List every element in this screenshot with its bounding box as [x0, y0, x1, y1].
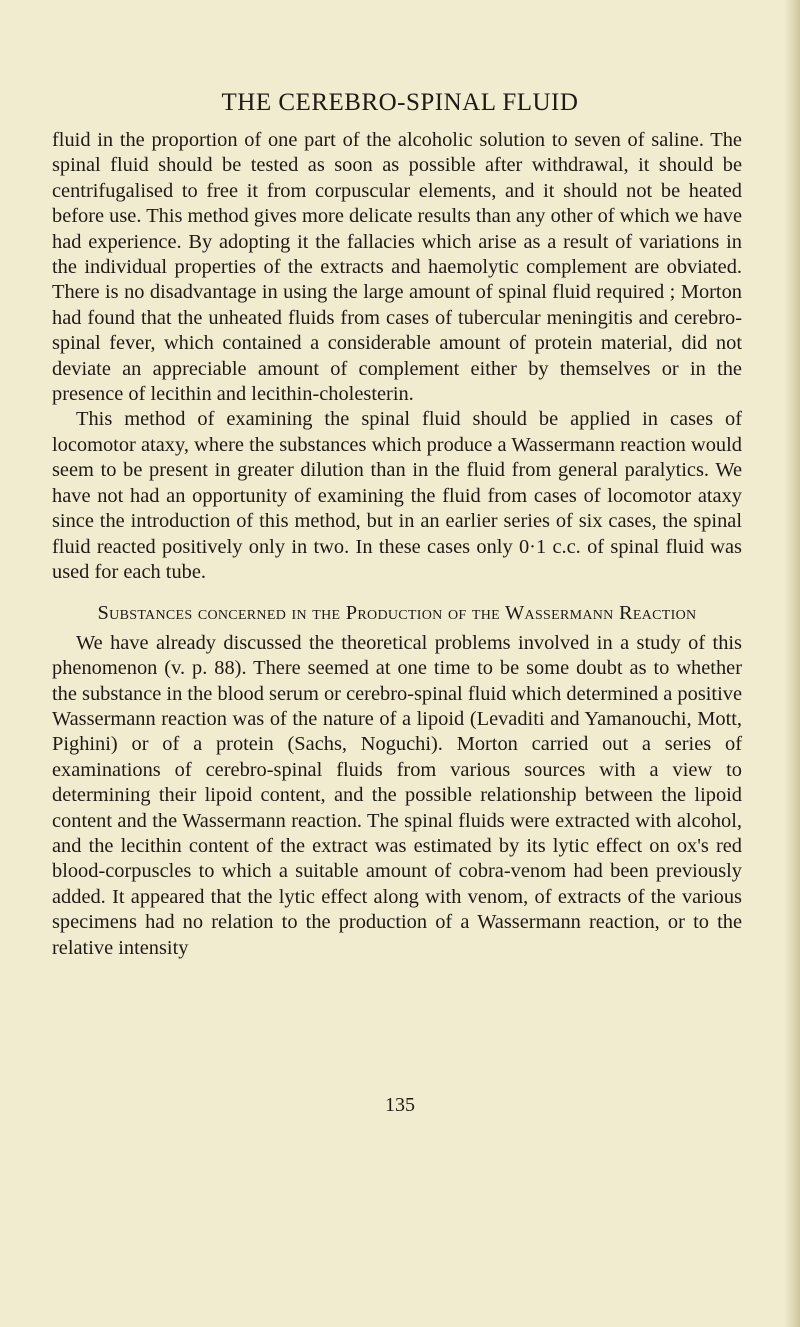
page-number: 135	[385, 1094, 415, 1116]
paragraph-locomotor-ataxy: This method of examining the spinal fluid should be applied in cases of locomotor ataxy, where the substances which produce a Wassermann reaction would seem to be present in greater dilution than in the fluid from general paralytics. We have not had an opportunity of examining the fluid from cases of locomotor ataxy since the introduction of this method, but in an earlier series of six cases, the spinal fluid reacted positively only in two. In these cases only 0·1 c.c. of spinal fluid was used for each tube.	[52, 408, 742, 583]
paragraph-lipoid-content: We have already discussed the theoretical problems involved in a study of this phenomenon (v. p. 88). There seemed at one time to be some doubt as to whether the substance in the blood serum or cerebro-spinal fluid which determined a positive Wassermann reaction was of the nature of a lipoid (Levaditi and Yamanouchi, Mott, Pighini) or of a protein (Sachs, Noguchi). Morton carried out a series of examinations of cerebro-spinal fluids from various sources with a view to determining their lipoid content, and the possible relationship between the lipoid content and the Wassermann reaction. The spinal fluids were extracted with alcohol, and the lecithin content of the extract was estimated by its lytic effect on ox's red blood-corpuscles to which a suitable amount of cobra-venom had been previously added. It appeared that the lytic effect along with venom, of extracts of the various specimens had no relation to the production of a Wassermann reaction, or to the relative intensity	[52, 631, 742, 959]
page-edge-shadow	[784, 0, 800, 1327]
section-heading: Substances concerned in the Production of the Wassermann Reaction	[97, 602, 697, 625]
body-text	[52, 128, 742, 961]
running-head: THE CEREBRO-SPINAL FLUID	[221, 89, 579, 116]
paragraph-continued: fluid in the proportion of one part of the alcoholic solution to seven of saline. The spinal fluid should be tested as soon as possible after withdrawal, it should be centrifugalised to free it from corpuscular elements, and it should not be heated before use. This method gives more delicate results than any other of which we have had experience. By adopting it the fallacies which arise as a result of variations in the individual properties of the extracts and haemolytic complement are obviated. There is no disadvantage in using the large amount of spinal fluid required ; Morton had found that the unheated fluids from cases of tubercular meningitis and cerebro-spinal fever, which contained a considerable amount of protein material, did not deviate an appreciable amount of complement either by themselves or in the presence of lecithin and lecithin-cholesterin.	[52, 129, 742, 406]
